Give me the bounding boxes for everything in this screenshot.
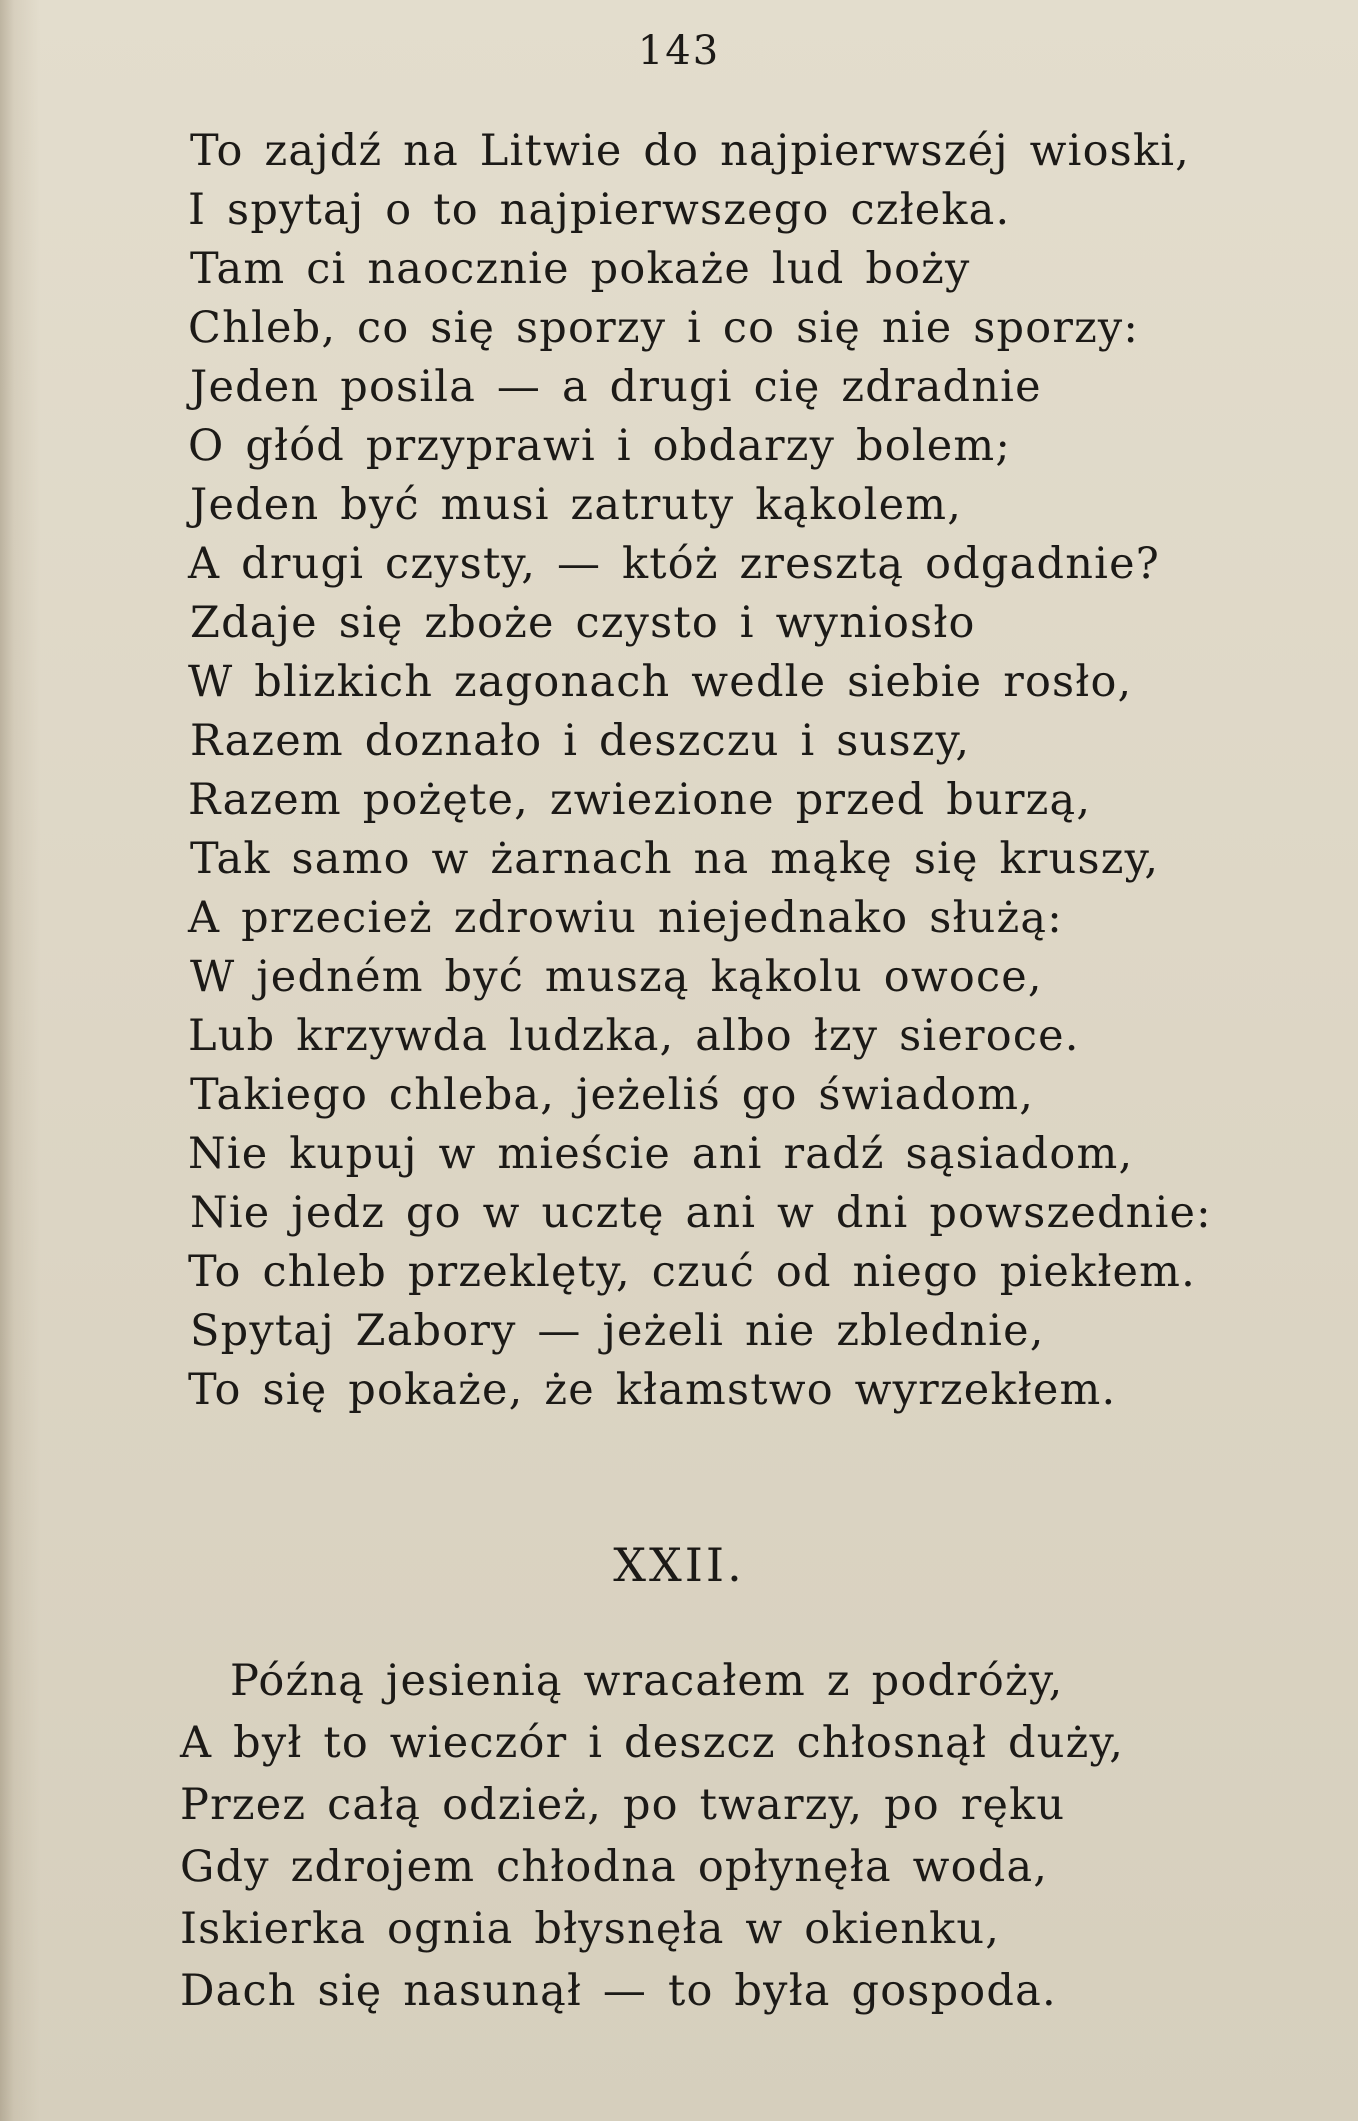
verse-line: Spytaj Zabory — jeżeli nie zblednie, bbox=[190, 1306, 1045, 1356]
verse-line: Iskierka ognia błysnęła w okienku, bbox=[180, 1904, 1001, 1954]
verse-line: To chleb przeklęty, czuć od niego piekłem. bbox=[188, 1247, 1196, 1297]
verse-line: Tam ci naocznie pokaże lud boży bbox=[190, 244, 971, 294]
verse-line: Takiego chleba, jeżeliś go świadom, bbox=[190, 1070, 1035, 1120]
verse-line: Dach się nasunął — to była gospoda. bbox=[180, 1966, 1057, 2016]
verse-line: A przecież zdrowiu niejednako służą: bbox=[188, 893, 1063, 943]
verse-line: Jeden być musi zatruty kąkolem, bbox=[190, 480, 963, 530]
verse-line: Lub krzywda ludzka, albo łzy sieroce. bbox=[188, 1011, 1080, 1061]
page-number: 143 bbox=[637, 28, 721, 74]
verse-line: O głód przyprawi i obdarzy bolem; bbox=[188, 421, 1012, 471]
poem-stanza bbox=[188, 122, 1338, 1420]
verse-line: Późną jesienią wracałem z podróży, bbox=[230, 1656, 1064, 1706]
section-heading: XXII. bbox=[613, 1538, 745, 1592]
verse-line: A drugi czysty, — któż zresztą odgadnie? bbox=[188, 539, 1160, 589]
verse-line: To się pokaże, że kłamstwo wyrzekłem. bbox=[188, 1365, 1117, 1415]
verse-line: I spytaj o to najpierwszego człeka. bbox=[188, 185, 1011, 235]
verse-line: Tak samo w żarnach na mąkę się kruszy, bbox=[190, 834, 1160, 884]
verse-line: A był to wieczór i deszcz chłosnął duży, bbox=[180, 1718, 1125, 1768]
verse-line: Razem doznało i deszczu i suszy, bbox=[190, 716, 971, 766]
verse-line: Przez całą odzież, po twarzy, po ręku bbox=[180, 1780, 1066, 1830]
verse-line: Razem pożęte, zwiezione przed burzą, bbox=[188, 775, 1092, 825]
poem-stanza bbox=[180, 1650, 1330, 2022]
verse-line: Nie jedz go w ucztę ani w dni powszednie: bbox=[190, 1188, 1212, 1238]
verse-line: Gdy zdrojem chłodna opłynęła woda, bbox=[180, 1842, 1049, 1892]
verse-line: W jedném być muszą kąkolu owoce, bbox=[190, 952, 1043, 1002]
verse-line: W blizkich zagonach wedle siebie rosło, bbox=[188, 657, 1133, 707]
verse-line: Chleb, co się sporzy i co się nie sporzy: bbox=[188, 303, 1140, 353]
verse-line: Jeden posila — a drugi cię zdradnie bbox=[190, 362, 1042, 412]
verse-line: To zajdź na Litwie do najpierwszéj wioski, bbox=[190, 126, 1191, 176]
verse-line: Zdaje się zboże czysto i wyniosło bbox=[190, 598, 976, 648]
verse-line: Nie kupuj w mieście ani radź sąsiadom, bbox=[188, 1129, 1134, 1179]
